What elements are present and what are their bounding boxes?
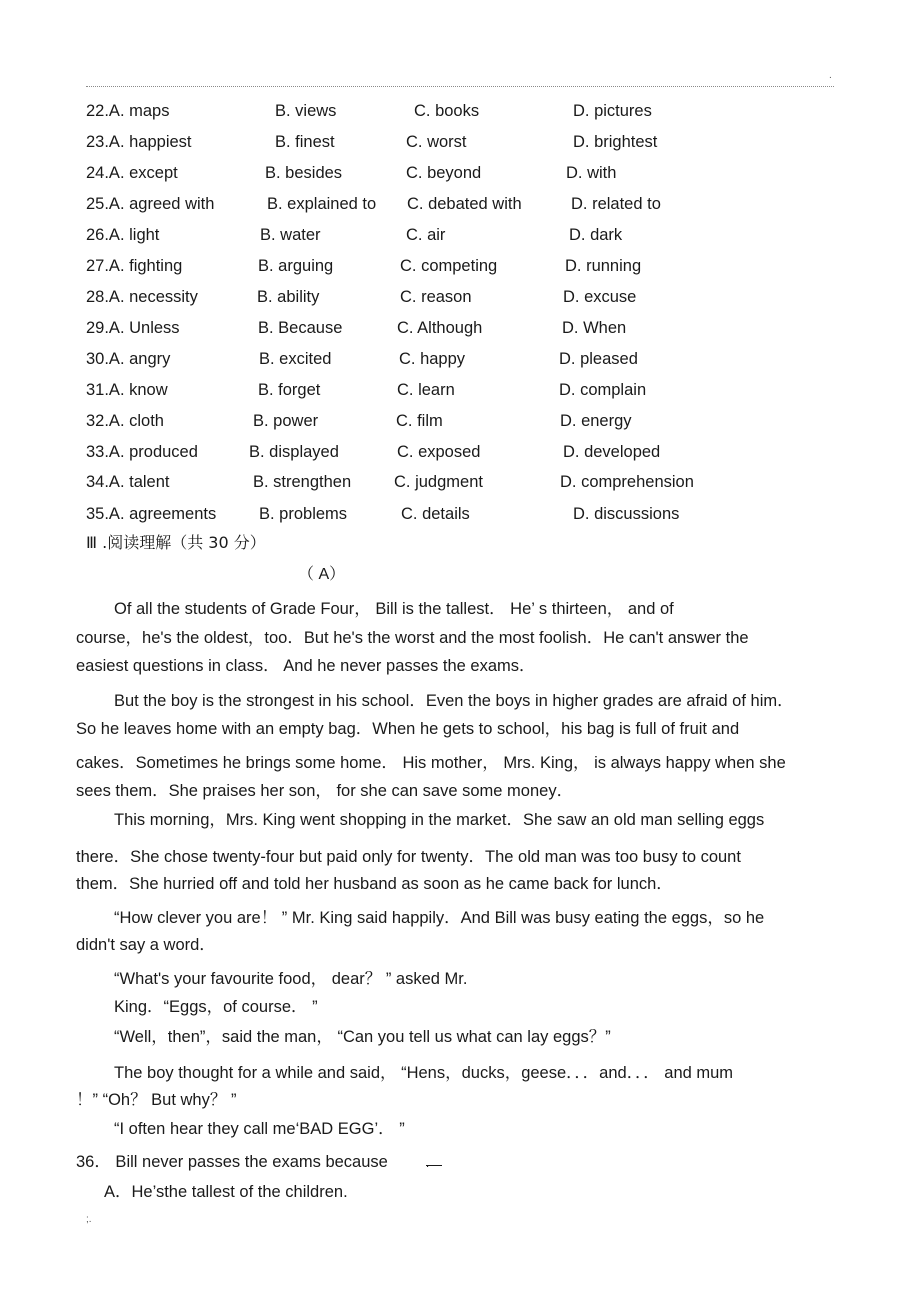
question-36-option-a: A．He’sthe tallest of the children. [104,1183,348,1201]
option-30-c: C. happy [399,350,466,368]
option-25-b: B. explained to [267,195,377,213]
option-28-b: B. ability [257,288,320,306]
option-33-a: 33.A. produced [86,443,198,461]
option-25-d: D. related to [571,195,661,213]
option-27-c: C. competing [400,257,498,275]
option-23-a: 23.A. happiest [86,133,192,151]
option-29-b: B. Because [258,319,343,337]
option-24-d: D. with [566,164,617,182]
option-24-b: B. besides [265,164,343,182]
option-30-a: 30.A. angry [86,350,171,368]
option-35-c: C. details [401,505,470,523]
option-33-c: C. exposed [397,443,481,461]
option-27-a: 27.A. fighting [86,257,183,275]
answer-blank [425,1151,442,1170]
question-36 [76,1151,442,1173]
passage-line: them．She hurried off and told her husband as soon as he came back for lunch． [76,875,673,893]
option-23-d: D. brightest [573,133,658,151]
blank-mark: . [425,1156,430,1170]
option-26-b: B. water [260,226,321,244]
passage-line: King．“Eggs，of course． ” [114,998,318,1016]
option-34-c: C. judgment [394,473,483,491]
option-22-c: C. books [414,102,480,120]
option-34-b: B. strengthen [253,473,352,491]
option-25-c: C. debated with [407,195,522,213]
option-22-a: 22.A. maps [86,102,170,120]
option-32-c: C. film [396,412,443,430]
passage-line: “How clever you are！ ” Mr. King said happily．And Bill was busy eating the eggs，so he [114,909,765,927]
passage-line: Of all the students of Grade Four， Bill is the tallest． He’ s thirteen， and of [114,600,674,618]
section-title: Ⅲ .阅读理解（共 30 分） [86,533,266,552]
question-36-text: 36． Bill never passes the exams because [76,1153,388,1171]
option-31-a: 31.A. know [86,381,168,399]
passage-line: didn't say a word． [76,936,216,954]
option-29-d: D. When [562,319,627,337]
passage-line: ！” “Oh？ But why？ ” [76,1091,237,1109]
option-31-c: C. learn [397,381,455,399]
option-25-a: 25.A. agreed with [86,195,215,213]
option-31-b: B. forget [258,381,321,399]
option-35-b: B. problems [259,505,348,523]
option-32-b: B. power [253,412,319,430]
option-22-b: B. views [275,102,337,120]
option-35-a: 35.A. agreements [86,505,217,523]
passage-line: “What's your favourite food， dear？ ” asked Mr. [114,970,468,988]
option-27-b: B. arguing [258,257,334,275]
option-26-a: 26.A. light [86,226,160,244]
option-33-b: B. displayed [249,443,339,461]
passage-label: （ A） [298,566,346,583]
passage-line: “Well，then”，said the man， “Can you tell us what can lay eggs？” [114,1028,611,1046]
option-28-c: C. reason [400,288,472,306]
option-23-c: C. worst [406,133,467,151]
option-29-a: 29.A. Unless [86,319,180,337]
passage-line: This morning，Mrs. King went shopping in the market．She saw an old man selling eggs [114,811,765,829]
option-22-d: D. pictures [573,102,652,120]
option-30-b: B. excited [259,350,332,368]
header-rule [86,86,834,87]
option-26-c: C. air [406,226,446,244]
passage-line: easiest questions in class． And he never passes the exams． [76,657,536,675]
option-34-a: 34.A. talent [86,473,170,491]
footer-mark: ;. [86,1214,92,1225]
option-28-a: 28.A. necessity [86,288,198,306]
passage-line: there．She chose twenty-four but paid only for twenty．The old man was too busy to count [76,848,741,866]
option-24-c: C. beyond [406,164,482,182]
passage-line: cakes．Sometimes he brings some home． His mother， Mrs. King， is always happy when she [76,754,786,772]
option-29-c: C. Although [397,319,483,337]
option-24-a: 24.A. except [86,164,178,182]
option-30-d: D. pleased [559,350,638,368]
option-28-d: D. excuse [563,288,637,306]
passage-line: sees them．She praises her son， for she can save some money． [76,782,574,800]
option-35-d: D. discussions [573,505,680,523]
passage-line: But the boy is the strongest in his school．Even the boys in higher grades are afraid of him． [114,692,794,710]
passage-line: The boy thought for a while and said， “Hens，ducks，geese．．．and．．． and mum [114,1064,734,1082]
option-26-d: D. dark [569,226,623,244]
option-27-d: D. running [565,257,642,275]
passage-line: “I often hear they call me‘BAD EGG’． ” [114,1120,405,1138]
passage-line: course，he's the oldest，too．But he's the worst and the most foolish．He can't answer the [76,629,749,647]
passage-line: So he leaves home with an empty bag．When he gets to school，his bag is full of fruit and [76,720,740,738]
option-32-a: 32.A. cloth [86,412,164,430]
option-31-d: D. complain [559,381,647,399]
option-34-d: D. comprehension [560,473,694,491]
header-mark: . [829,70,832,81]
option-33-d: D. developed [563,443,661,461]
option-23-b: B. finest [275,133,335,151]
option-32-d: D. energy [560,412,632,430]
